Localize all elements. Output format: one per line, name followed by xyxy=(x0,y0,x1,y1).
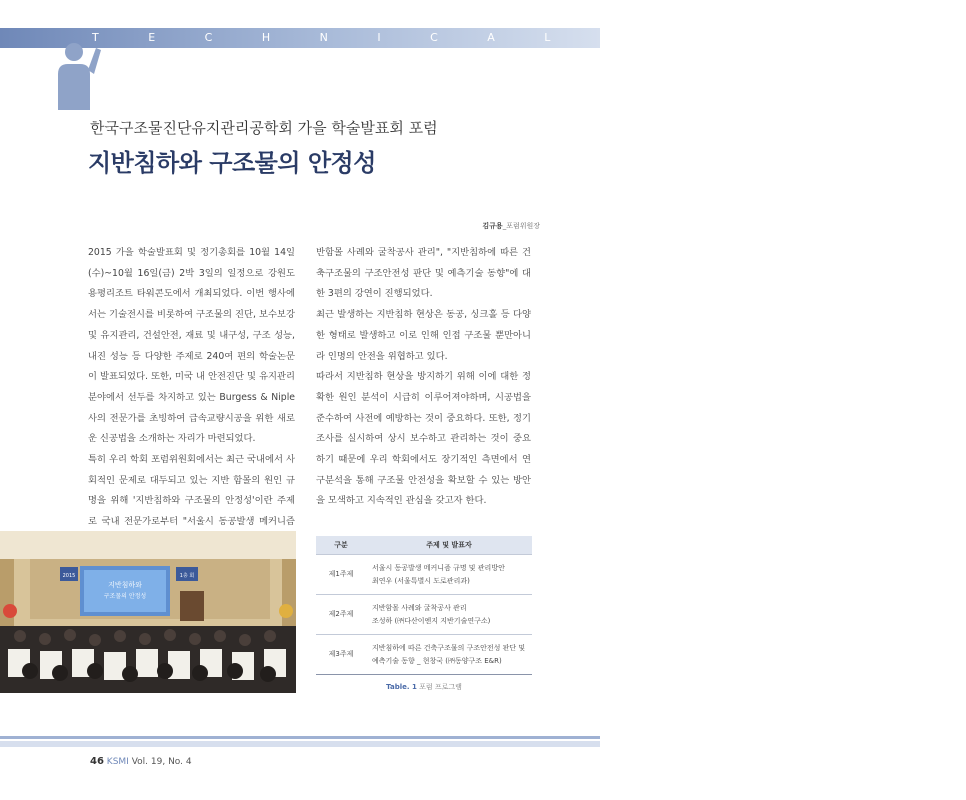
table-row xyxy=(316,555,532,595)
banner-left-text: 2015 xyxy=(62,573,76,579)
caption-label: Table. 1 xyxy=(386,683,417,691)
table-cell-content xyxy=(366,595,532,635)
table-cell-content xyxy=(366,635,532,675)
presenter-line: 최연우 (서울특별시 도로관리과) xyxy=(372,576,470,585)
topic-line: 지반함몰 사례와 굴착공사 관리 xyxy=(372,603,467,612)
person-icon xyxy=(44,40,104,110)
caption-text: 포럼 프로그램 xyxy=(419,683,462,691)
topic-line: 지반침하에 따른 건축구조물의 구조안전성 판단 및 xyxy=(372,643,526,652)
table-row xyxy=(316,635,532,675)
section-label: T E C H N I C A L A R T I C L E xyxy=(92,31,966,44)
footer-rule xyxy=(0,736,600,739)
program-table-wrap xyxy=(316,536,532,692)
author-role: _포럼위원장 xyxy=(502,222,540,230)
article-subtitle: 한국구조물진단유지관리공학회 가을 학술발표회 포럼 xyxy=(90,119,438,137)
paragraph: 특히 우리 학회 포럼위원회에서는 최근 국내에서 사회적인 문제로 대두되고 있는 지반 함몰의 원인 규명을 위해 '지반침하와 구조물의 안정성'이란 주제로 국내 전문가로부터 "서울시 동공발생 메커니즘 xyxy=(88,454,295,528)
journal-name: KSMI xyxy=(106,757,129,767)
program-table xyxy=(316,536,532,675)
table-cell-content xyxy=(366,555,532,595)
author-byline xyxy=(482,221,540,231)
screen-text-2: 구조물의 안정성 xyxy=(103,593,147,600)
table-header-topic: 주제 및 발표자 xyxy=(366,536,532,555)
journal-volume: Vol. 19, No. 4 xyxy=(131,757,192,767)
paragraph: 따라서 지반침하 현상을 방지하기 위해 이에 대한 정확한 원인 분석이 시급히 이루어져야하며, 시공법을 준수하여 사전에 예방하는 것이 중요하다. 또한, 정기조사를 실시하여 상시 보수하고 관리하는 것이 중요하기 때문에 우리 학회에서도 장기적인 측면에서 연구분석을 통해 구조물 안전성을 확보할 수 있는 방안을 모색하고 지속적인 관심을 갖고자 한다. xyxy=(316,371,531,507)
screen-text-1: 지반침하와 xyxy=(108,581,142,589)
table-cell-label: 제1주제 xyxy=(316,555,366,595)
topic-line: 서울시 동공발생 메커니즘 규명 및 관리방안 xyxy=(372,563,505,572)
page-footer xyxy=(90,756,192,767)
paragraph: 반함몰 사례와 굴착공사 관리", "지반침하에 따른 건축구조물의 구조안전성 판단 및 예측기술 동향"에 대한 3편의 강연이 진행되었다. xyxy=(316,247,531,300)
presenter-line: 조성하 (㈜다산이엔지 지반기술연구소) xyxy=(372,616,491,625)
article-title: 지반침하와 구조물의 안정성 xyxy=(88,149,376,177)
body-column-left xyxy=(88,243,295,554)
table-cell-label: 제2주제 xyxy=(316,595,366,635)
author-name: 김규용 xyxy=(482,222,503,230)
table-row xyxy=(316,595,532,635)
table-cell-label: 제3주제 xyxy=(316,635,366,675)
table-header-category: 구분 xyxy=(316,536,366,555)
body-column-right xyxy=(316,243,531,512)
paragraph: 최근 발생하는 지반침하 현상은 동공, 싱크홀 등 다양한 형태로 발생하고 이로 인해 인접 구조물 뿐만아니라 인명의 안전을 위협하고 있다. xyxy=(316,309,531,362)
page-number: 46 xyxy=(90,756,104,767)
banner-right-text: 1층 회 xyxy=(179,573,195,579)
table-caption xyxy=(316,682,532,692)
forum-photo xyxy=(0,531,296,693)
paragraph: 2015 가을 학술발표회 및 정기총회를 10월 14일(수)~10월 16일(금) 2박 3일의 일정으로 강원도 용평리조트 타워콘도에서 개최되었다. 이번 행사에서는 기술전시를 비롯하여 구조물의 진단, 보수보강 및 유지관리, 건설안전, 재료 및 내구성, 구조 성능, 내진 성능 등 다양한 주제로 240여 편의 학술논문이 발표되었다. 또한, 미국 내 안전진단 및 유지관리 분야에서 선두를 차지하고 있는 Burgess & Niple사의 전문가를 초빙하여 급속교량시공을 위한 새로운 신공법을 소개하는 자리가 마련되었다. xyxy=(88,247,295,445)
presenter-line: 예측기술 동향 _ 현창국 (㈜동양구조 E&R) xyxy=(372,656,502,665)
footer-band xyxy=(0,741,600,747)
